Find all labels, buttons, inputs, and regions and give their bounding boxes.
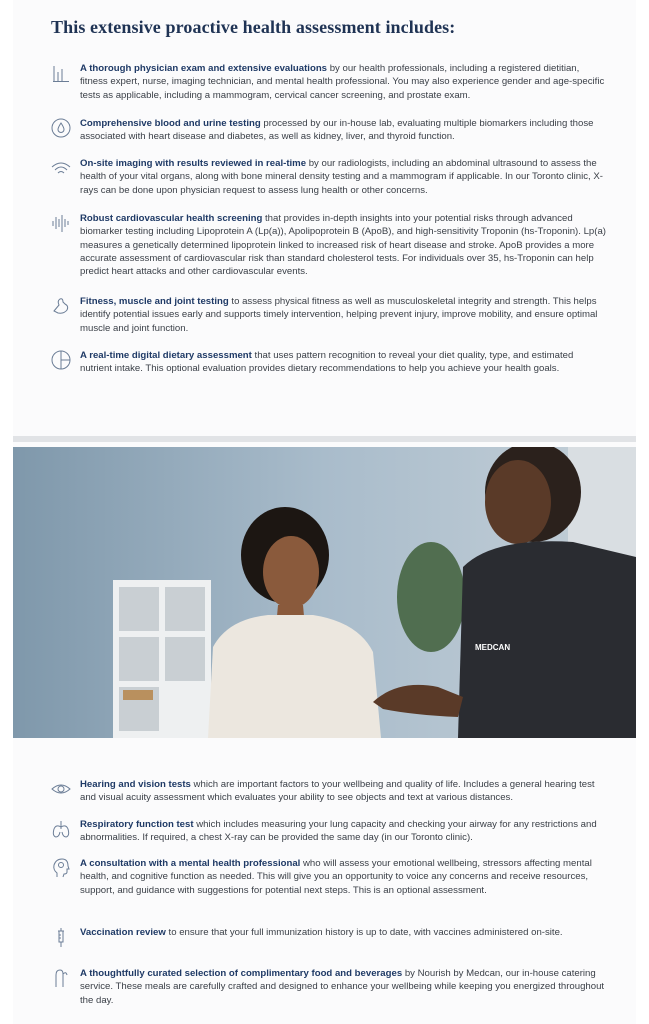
item-body: that provides in-depth insights into your potential risks through advanced biomarker testing including Lipoprotein A (Lp(a)), Apolipoprotein B (ApoB), and high-sensitivity Troponin (hs-Troponin). Lp(a) measures a genetically determined lipoprotein linked to increased risk of heart disease and stroke. ApoB provides a more accurate assessment of cardiovascular risk than standard cholesterol tests. For individuals over 35, hs-Troponin can help predict heart attacks and other cardiovascular events. [80, 213, 606, 278]
item-body: by our health professionals, including a registered dietitian, fitness expert, nurse, imaging technician, and mental health professional. You may also experience gender and age-specific tests as applicable, including a mammogram, cervical cancer screening, and prostate exam. [80, 63, 605, 101]
list-item-vaccination [50, 926, 606, 948]
list-item-imaging [50, 157, 606, 197]
list-item-fitness [50, 295, 606, 335]
head-profile-icon [50, 857, 72, 879]
utensil-icon [50, 967, 72, 989]
item-title: Comprehensive blood and urine testing [80, 118, 261, 129]
list-item-hearing-vision [50, 778, 606, 805]
lungs-icon [50, 818, 72, 840]
list-item-cardiovascular [50, 212, 606, 278]
blood-drop-icon [50, 117, 72, 139]
item-body: to ensure that your full immunization history is up to date, with vaccines administered on-site. [165, 927, 563, 938]
item-body: by Nourish by Medcan, our in-house catering service. These meals are carefully crafted and designed to enhance your wellbeing while keeping you energized throughout the day. [80, 968, 605, 1006]
item-body: which includes measuring your lung capacity and checking your airway for any restrictions and abnormalities. If required, a chest X-ray can be provided the same day (in our Toronto clinic). [80, 819, 597, 844]
section-heading: This extensive proactive health assessment includes: [51, 17, 456, 37]
list-item-food [50, 967, 606, 1007]
flexed-arm-icon [50, 295, 72, 317]
eye-icon [50, 778, 72, 800]
item-body: by our radiologists, including an abdominal ultrasound to assess the health of your vital organs, along with bone mineral density testing and a mammogram if applicable. In our Toronto clinic, X-rays can be done upon physician request to assess lung health or other concerns. [80, 158, 603, 196]
syringe-icon [50, 926, 72, 948]
item-title: A thorough physician exam and extensive evaluations [80, 63, 328, 74]
heartbeat-bars-icon [50, 212, 72, 234]
bar-chart-icon [50, 62, 72, 84]
medcan-logo: MEDCAN [475, 643, 511, 652]
item-title: Respiratory function test [80, 819, 194, 830]
item-title: A thoughtfully curated selection of complimentary food and beverages [80, 968, 403, 979]
item-title: Fitness, muscle and joint testing [80, 296, 229, 307]
list-item-dietary [50, 349, 606, 376]
item-title: Robust cardiovascular health screening [80, 213, 263, 224]
section-divider [13, 436, 636, 442]
item-body: processed by our in-house lab, evaluating multiple biomarkers including those associated with heart disease and diabetes, as well as kidney, liver, and thyroid function. [80, 118, 594, 143]
item-title: Hearing and vision tests [80, 779, 191, 790]
item-title: On-site imaging with results reviewed in real-time [80, 158, 307, 169]
item-body: which are important factors to your wellbeing and quality of life. Includes a general hearing test and visual acuity assessment which evaluates your ability to see objects and text at various distances. [80, 779, 595, 804]
item-title: A real-time digital dietary assessment [80, 350, 252, 361]
list-item-respiratory [50, 818, 606, 845]
list-item-physician-exam [50, 62, 606, 102]
item-title: Vaccination review [80, 927, 166, 938]
signal-waves-icon [50, 157, 72, 179]
plate-icon [50, 349, 72, 371]
item-body: to assess physical fitness as well as musculoskeletal integrity and strength. This helps identify potential issues early and supports timely intervention, helping prevent injury, improve mobility, and ensure optimal muscle and joint function. [80, 296, 598, 334]
item-body: who will assess your emotional wellbeing, stressors affecting mental health, and cognitive function as needed. This will give you an opportunity to voice any concerns and receive resources, support, and guidance with suggestions for potential next steps. This is an optional assessment. [80, 858, 592, 896]
item-title: A consultation with a mental health professional [80, 858, 301, 869]
list-item-mental-health [50, 857, 606, 897]
list-item-blood-testing [50, 117, 606, 144]
item-body: that uses pattern recognition to reveal your diet quality, type, and estimated nutrient intake. This optional evaluation provides dietary recommendations to help you achieve your health goals. [80, 350, 574, 375]
consultation-photo [13, 447, 636, 738]
